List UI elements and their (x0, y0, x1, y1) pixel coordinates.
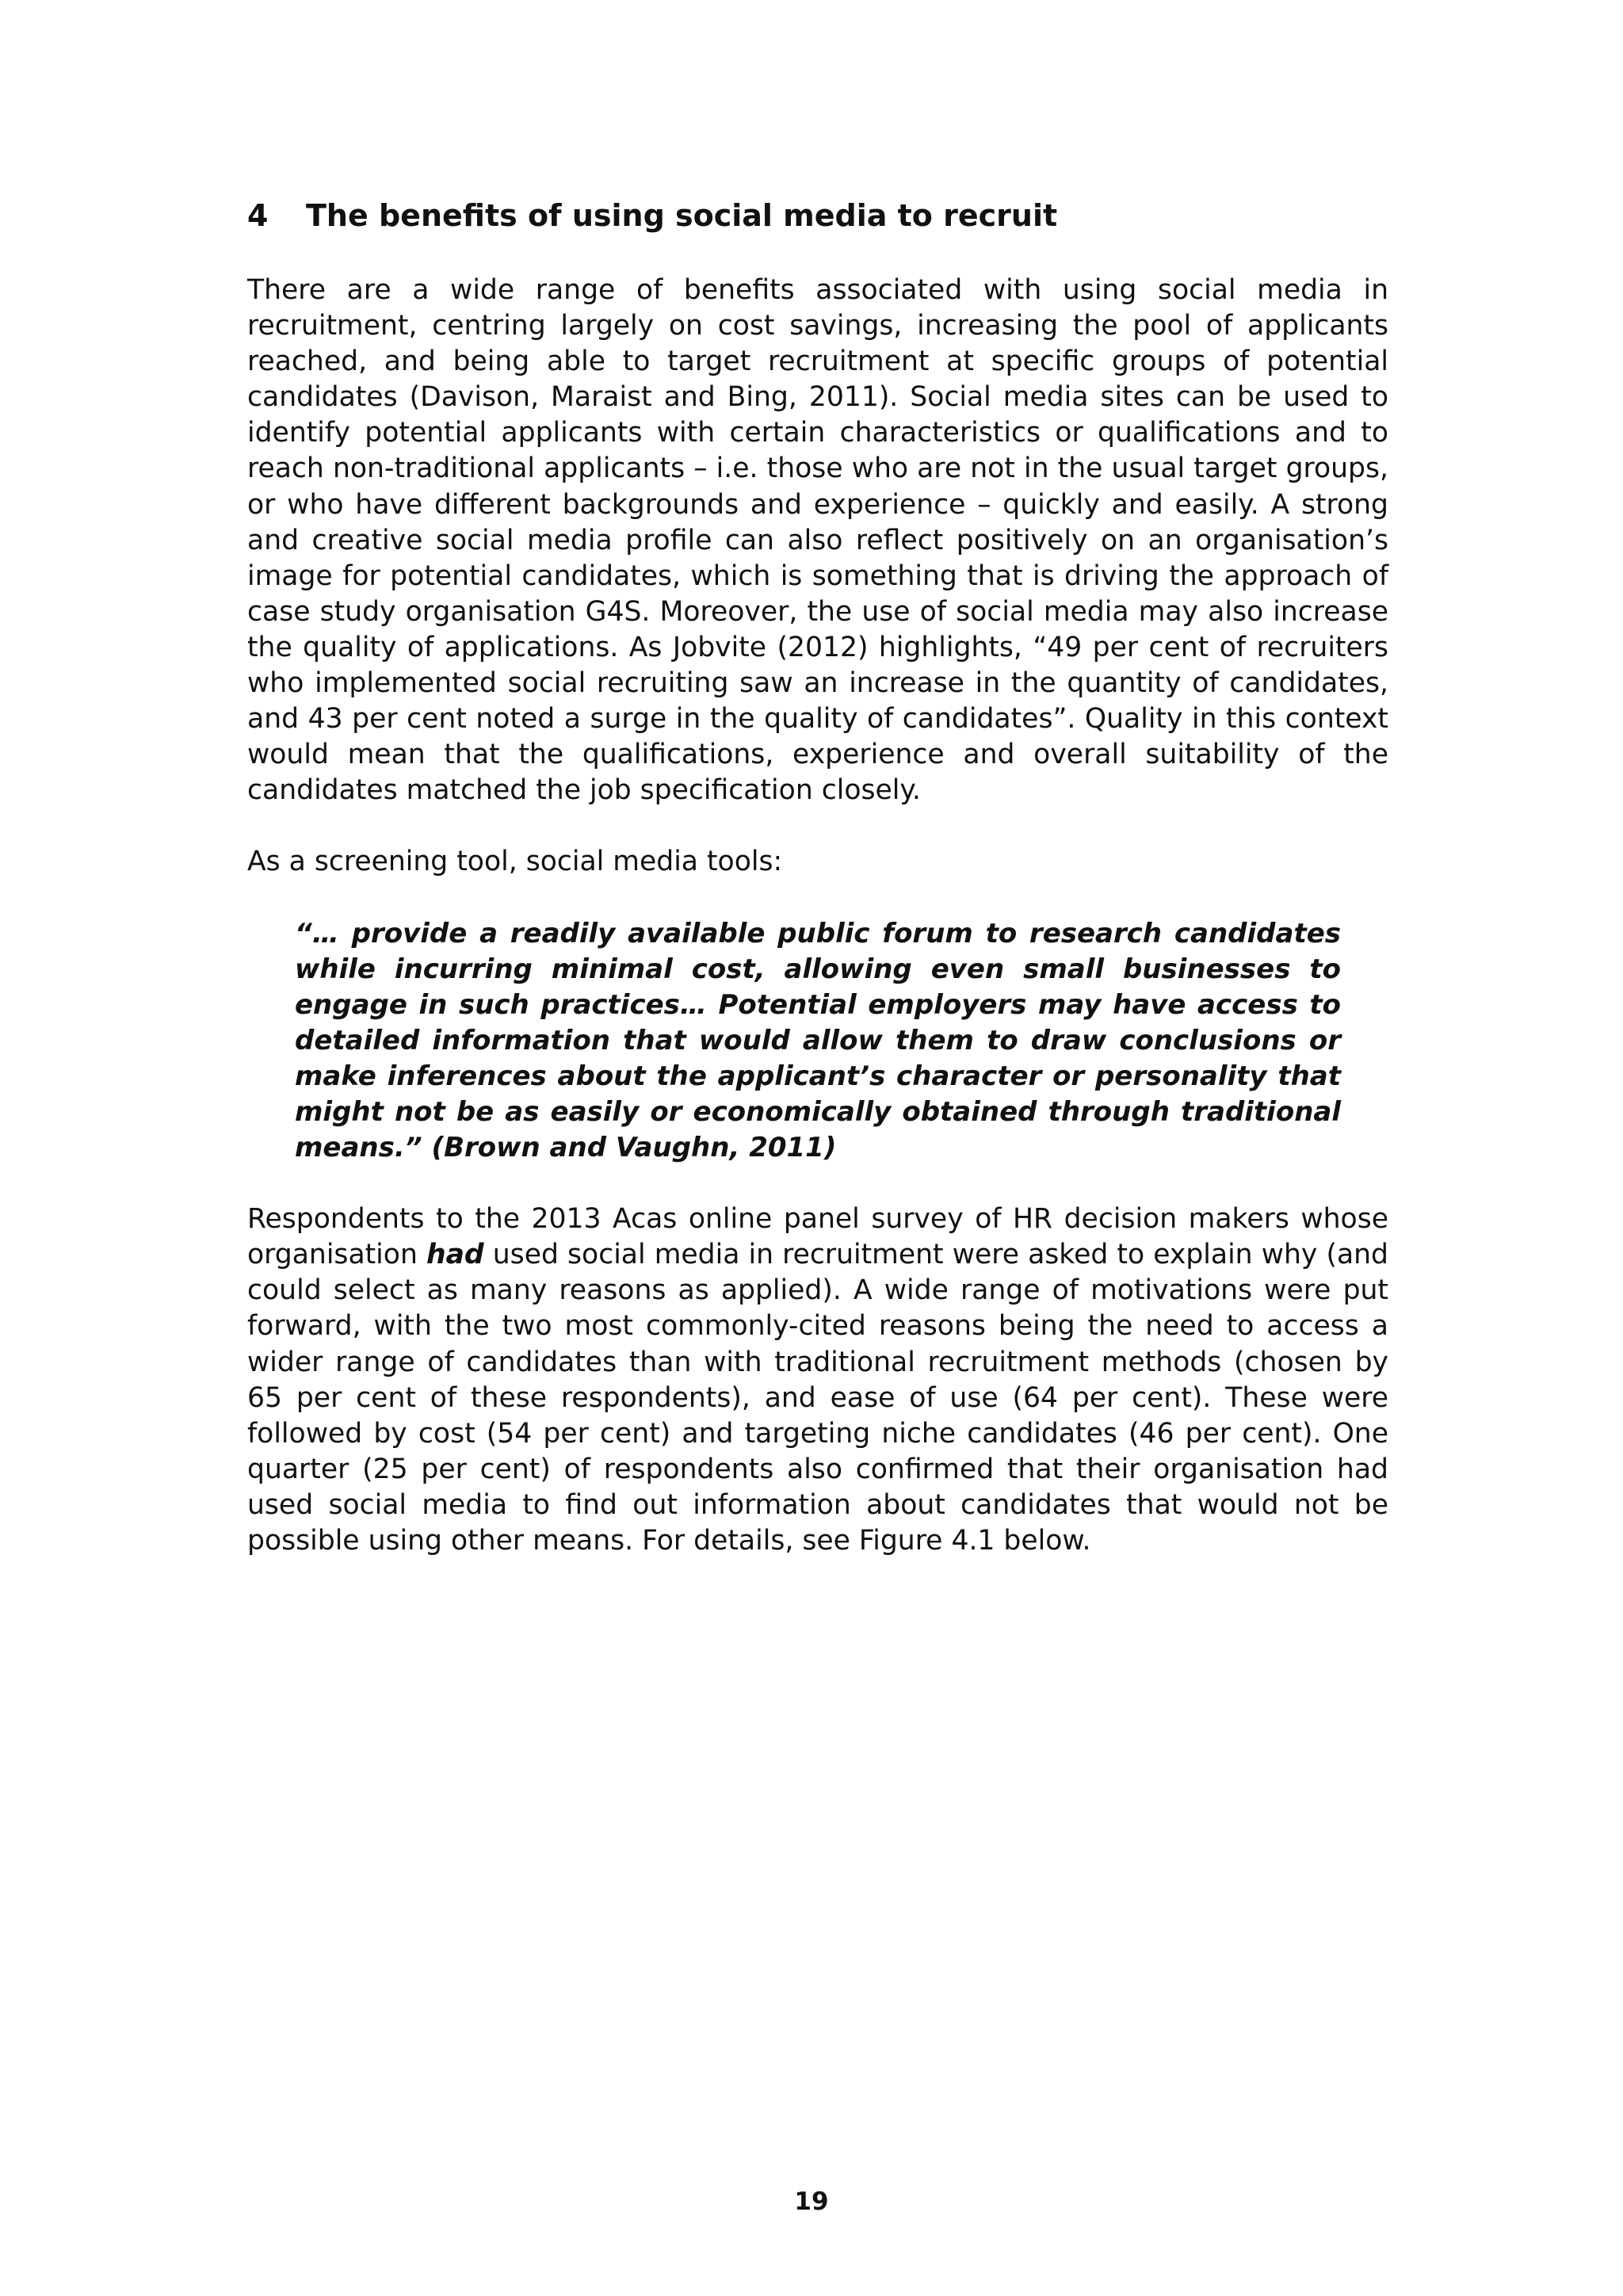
paragraph-benefits: There are a wide range of benefits associated with using social media in recruitment, centring largely on cost savings, increasing the pool of applicants reached, and being able to target recruitment at specific groups of potential candidates (Davison, Maraist and Bing, 2011). Social media sites can be used to identify potential applicants with certain characteristics or qualifications and to reach non-traditional applicants – i.e. those who are not in the usual target groups, or who have different backgrounds and experience – quickly and easily. A strong and creative social media profile can also reflect positively on an organisation’s image for potential candidates, which is something that is driving the approach of case study organisation G4S. Moreover, the use of social media may also increase the quality of applications. As Jobvite (2012) highlights, “49 per cent of recruiters who implemented social recruiting saw an increase in the quantity of candidates, and 43 per cent noted a surge in the quality of candidates”. Quality in this context would mean that the qualifications, experience and overall suitability of the candidates matched the job specification closely. (247, 274, 1388, 807)
emphasis-had: had (426, 1239, 484, 1271)
page-number: 19 (794, 2187, 829, 2216)
section-number: 4 (247, 198, 269, 233)
section-heading (247, 195, 1388, 236)
page-content (247, 195, 1388, 1559)
paragraph-survey-text-end: used social media in recruitment were asked to explain why (and could select as many reasons as applied). A wide range of motivations were put forward, with the two most commonly-cited reasons being the need to access a wider range of candidates than with traditional recruitment methods (chosen by 65 per cent of these respondents), and ease of use (64 per cent). These were followed by cost (54 per cent) and targeting niche candidates (46 per cent). One quarter (25 per cent) of respondents also confirmed that their organisation had used social media to find out information about candidates that would not be possible using other means. For details, see Figure 4.1 below. (247, 1239, 1388, 1557)
block-quote: “… provide a readily available public forum to research candidates while incurring minimal cost, allowing even small businesses to engage in such practices… Potential employers may have access to detailed information that would allow them to draw conclusions or make inferences about the applicant’s character or personality that might not be as easily or economically obtained through traditional means.” (Brown and Vaughn, 2011) (295, 917, 1341, 1164)
section-title: The benefits of using social media to recruit (306, 198, 1058, 233)
paragraph-survey-text-start: Respondents to the 2013 Acas online panel survey of HR decision makers whose organisation (247, 1203, 1388, 1271)
paragraph-screening-intro: As a screening tool, social media tools: (247, 846, 783, 878)
paragraph-survey (247, 1201, 1388, 1559)
